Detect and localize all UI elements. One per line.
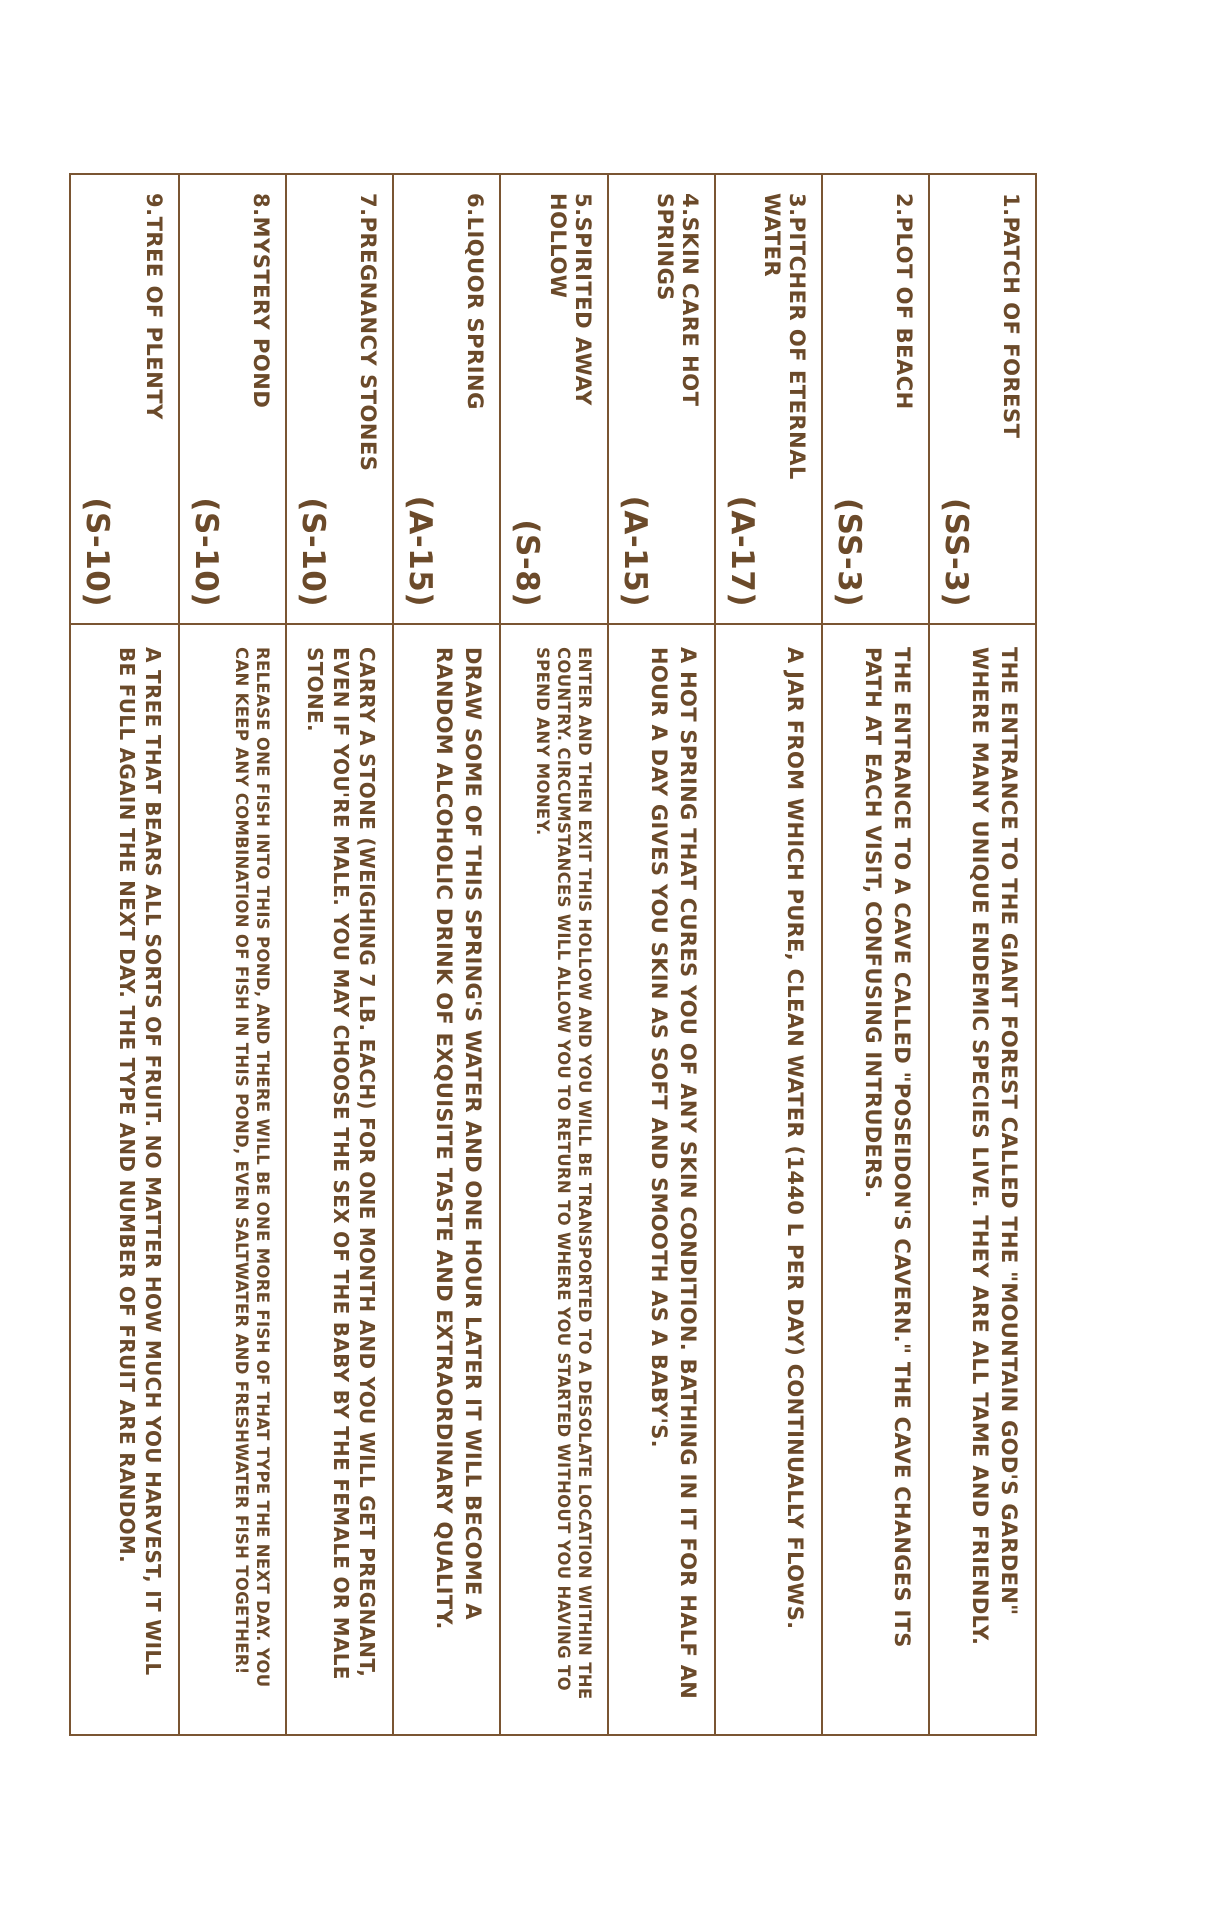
- item-name-cell: [499, 175, 606, 625]
- item-name: 2.PLOT OF BEACH: [891, 193, 916, 410]
- item-description-cell: [821, 625, 928, 1734]
- item-description: A HOT SPRING THAT CURES YOU OF ANY SKIN CONDITION. BATHING IN IT FOR HALF AN HOUR A DAY GIVES YOU SKIN AS SOFT AND SMOOTH AS A BABY'S.: [646, 647, 700, 1700]
- item-name: 9.TREE OF PLENTY: [142, 193, 167, 420]
- item-rank: (A-15): [402, 495, 439, 607]
- item-description: DRAW SOME OF THIS SPRING'S WATER AND ONE HOUR LATER IT WILL BECOME A RANDOM ALCOHOLIC DRINK OF EXQUISITE TASTE AND EXTRAORDINARY QUALITY.: [432, 647, 486, 1630]
- item-description: ENTER AND THEN EXIT THIS HOLLOW AND YOU WILL BE TRANSPORTED TO A DESOLATE LOCATION WITHIN THE COUNTRY. CIRCUMSTANCES WILL ALLOW YOU TO RETURN TO WHERE YOU STARTED WITHOUT YOU HAVING TO SPEND ANY MONEY.: [532, 647, 594, 1700]
- item-description-cell: [607, 625, 714, 1734]
- item-name-cell: [714, 175, 821, 625]
- item-rank: (SS-3): [830, 497, 867, 607]
- item-description-cell: [285, 625, 392, 1734]
- item-name-cell: [71, 175, 178, 625]
- item-description: A TREE THAT BEARS ALL SORTS OF FRUIT. NO MATTER HOW MUCH YOU HARVEST, IT WILL BE FULL AGAIN THE NEXT DAY. THE TYPE AND NUMBER OF FRUIT ARE RANDOM.: [115, 647, 166, 1676]
- item-description-cell: [499, 625, 606, 1734]
- item-name-cell: [607, 175, 714, 625]
- item-name-cell: [821, 175, 928, 625]
- item-name-cell: [928, 175, 1035, 625]
- item-rank: (A-17): [723, 495, 760, 607]
- item-name: 6.LIQUOR SPRING: [463, 193, 488, 410]
- item-description: THE ENTRANCE TO THE GIANT FOREST CALLED THE "MOUNTAIN GOD'S GARDEN" WHERE MANY UNIQUE ENDEMIC SPECIES LIVE. THEY ARE ALL TAME AND FRIENDLY.: [968, 647, 1021, 1646]
- item-name: 8.MYSTERY POND: [249, 193, 274, 409]
- item-rank: (S-10): [295, 497, 332, 607]
- item-name: 4.SKIN CARE HOT SPRINGS: [652, 193, 702, 407]
- item-description: THE ENTRANCE TO A CAVE CALLED "POSEIDON'S CAVERN." THE CAVE CHANGES ITS PATH AT EACH VISIT, CONFUSING INTRUDERS.: [860, 647, 914, 1648]
- item-name-cell: [392, 175, 499, 625]
- item-name: 3.PITCHER OF ETERNAL WATER: [759, 193, 809, 480]
- item-rank: (S-10): [188, 497, 225, 607]
- item-rank: (S-8): [509, 519, 546, 607]
- item-rank: (SS-3): [937, 497, 974, 607]
- item-name-cell: [178, 175, 285, 625]
- item-description-cell: [71, 625, 178, 1734]
- item-description: RELEASE ONE FISH INTO THIS POND, AND THERE WILL BE ONE MORE FISH OF THAT TYPE THE NEXT DAY. YOU CAN KEEP ANY COMBINATION OF FISH IN THIS POND, EVEN SALTWATER AND FRESHWATER FISH TOGETHER!: [232, 647, 273, 1688]
- item-name: 7.PREGNANCY STONES: [356, 193, 381, 472]
- item-table: [69, 173, 1037, 1736]
- item-name-cell: [285, 175, 392, 625]
- item-description-cell: [178, 625, 285, 1734]
- item-name: 5.SPIRITED AWAY HOLLOW: [545, 193, 595, 406]
- item-description-cell: [928, 625, 1035, 1734]
- rotated-table-wrapper: [69, 173, 1037, 1736]
- item-rank: (S-10): [79, 497, 115, 607]
- item-description: CARRY A STONE (WEIGHING 7 LB. EACH) FOR ONE MONTH AND YOU WILL GET PREGNANT, EVEN IF YOU'RE MALE. YOU MAY CHOOSE THE SEX OF THE BABY BY THE FEMALE OR MALE STONE.: [303, 647, 380, 1680]
- item-description: A JAR FROM WHICH PURE, CLEAN WATER (1440 L PER DAY) CONTINUALLY FLOWS.: [782, 647, 807, 1630]
- item-description-cell: [714, 625, 821, 1734]
- item-description-cell: [392, 625, 499, 1734]
- item-name: 1.PATCH OF FOREST: [999, 193, 1023, 439]
- item-rank: (A-15): [616, 495, 653, 607]
